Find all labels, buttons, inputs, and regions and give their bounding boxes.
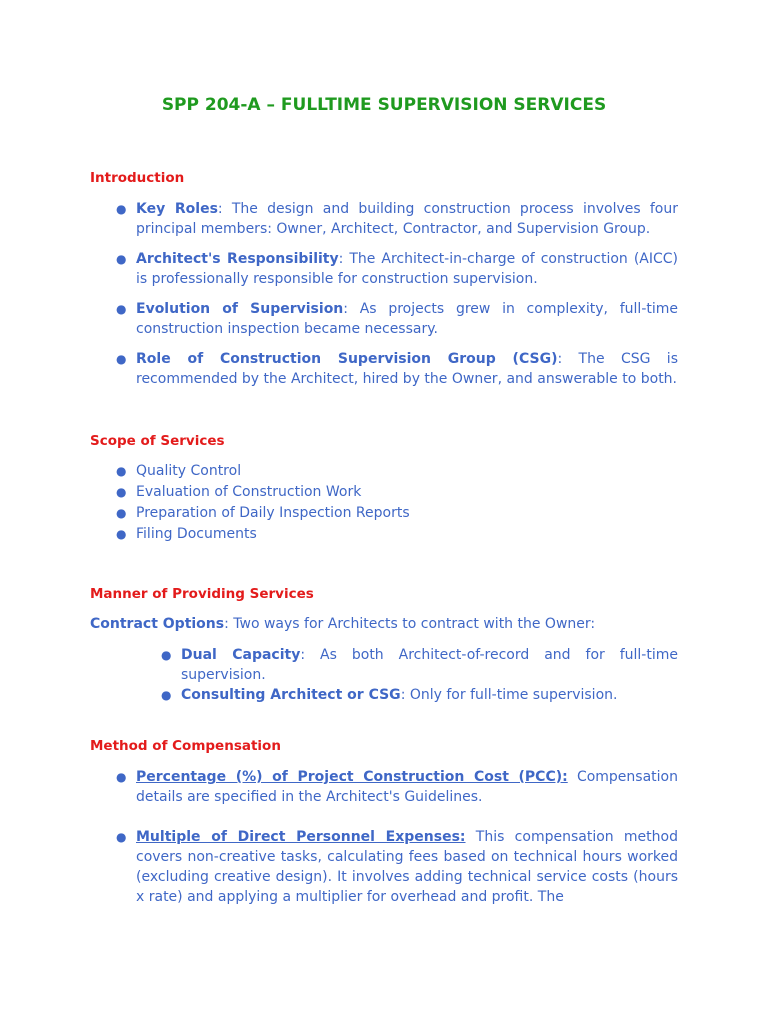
item-lead: Evolution of Supervision <box>136 301 344 317</box>
bullet-icon: ● <box>116 464 127 478</box>
item-text: Evaluation of Construction Work <box>136 484 362 500</box>
bullet-icon: ● <box>116 302 127 316</box>
item-text: Quality Control <box>136 463 242 479</box>
compensation-list <box>116 767 678 907</box>
contract-options-list <box>161 645 678 705</box>
scope-heading: Scope of Services <box>90 433 225 449</box>
introduction-list <box>116 199 678 389</box>
introduction-heading: Introduction <box>90 170 185 186</box>
list-item <box>116 461 678 482</box>
list-item <box>116 827 678 907</box>
item-text: This compensation method covers non-creative tasks, calculating fees based on technical hours worked (excluding creative design). It involves adding technical service costs (hours x rate) and applying a multiplier for overhead and profit. The <box>136 829 678 905</box>
item-lead: Key Roles <box>136 201 218 217</box>
bullet-icon: ● <box>116 770 127 784</box>
item-text: : The design and building construction process involves four principal members: Owner, Architect, Contractor, and Supervision Group. <box>136 201 678 237</box>
list-item <box>116 199 678 239</box>
bullet-icon: ● <box>116 352 127 366</box>
item-text: : The Architect-in-charge of construction (AICC) is professionally responsible for construction supervision. <box>136 251 678 287</box>
bullet-icon: ● <box>161 648 172 662</box>
item-text: Compensation details are specified in the Architect's Guidelines. <box>136 769 678 805</box>
item-lead: Architect's Responsibility <box>136 251 339 267</box>
bullet-icon: ● <box>116 830 127 844</box>
list-item <box>116 482 678 503</box>
item-lead: Role of Construction Supervision Group (CSG) <box>136 351 558 367</box>
list-item <box>116 299 678 339</box>
list-item <box>116 249 678 289</box>
bullet-icon: ● <box>116 252 127 266</box>
list-item <box>116 349 678 389</box>
list-item <box>116 503 678 524</box>
list-item <box>116 767 678 807</box>
item-lead: Consulting Architect or CSG <box>181 687 401 703</box>
item-text: : As projects grew in complexity, full-time construction inspection became necessary. <box>136 301 678 337</box>
bullet-icon: ● <box>116 485 127 499</box>
compensation-heading: Method of Compensation <box>90 738 281 754</box>
item-lead: Multiple of Direct Personnel Expenses: <box>136 829 466 845</box>
contract-options-paragraph <box>90 614 680 634</box>
item-lead: Dual Capacity <box>181 647 301 663</box>
scope-list <box>116 461 678 545</box>
manner-heading: Manner of Providing Services <box>90 586 314 602</box>
contract-options-lead: Contract Options <box>90 616 225 632</box>
item-text: : The CSG is recommended by the Architect, hired by the Owner, and answerable to both. <box>136 351 678 387</box>
item-text: : As both Architect-of-record and for full-time supervision. <box>181 647 678 683</box>
bullet-icon: ● <box>116 527 127 541</box>
document-title: SPP 204-A – FULLTIME SUPERVISION SERVICES <box>161 95 607 115</box>
item-text: Filing Documents <box>136 526 257 542</box>
item-text: Preparation of Daily Inspection Reports <box>136 505 410 521</box>
bullet-icon: ● <box>116 202 127 216</box>
list-item <box>116 524 678 545</box>
bullet-icon: ● <box>116 506 127 520</box>
item-lead: Percentage (%) of Project Construction Cost (PCC): <box>136 769 568 785</box>
item-text: : Only for full-time supervision. <box>400 687 618 703</box>
list-item <box>161 685 678 705</box>
bullet-icon: ● <box>161 688 172 702</box>
contract-options-text: : Two ways for Architects to contract with the Owner: <box>224 616 596 632</box>
list-item <box>161 645 678 685</box>
